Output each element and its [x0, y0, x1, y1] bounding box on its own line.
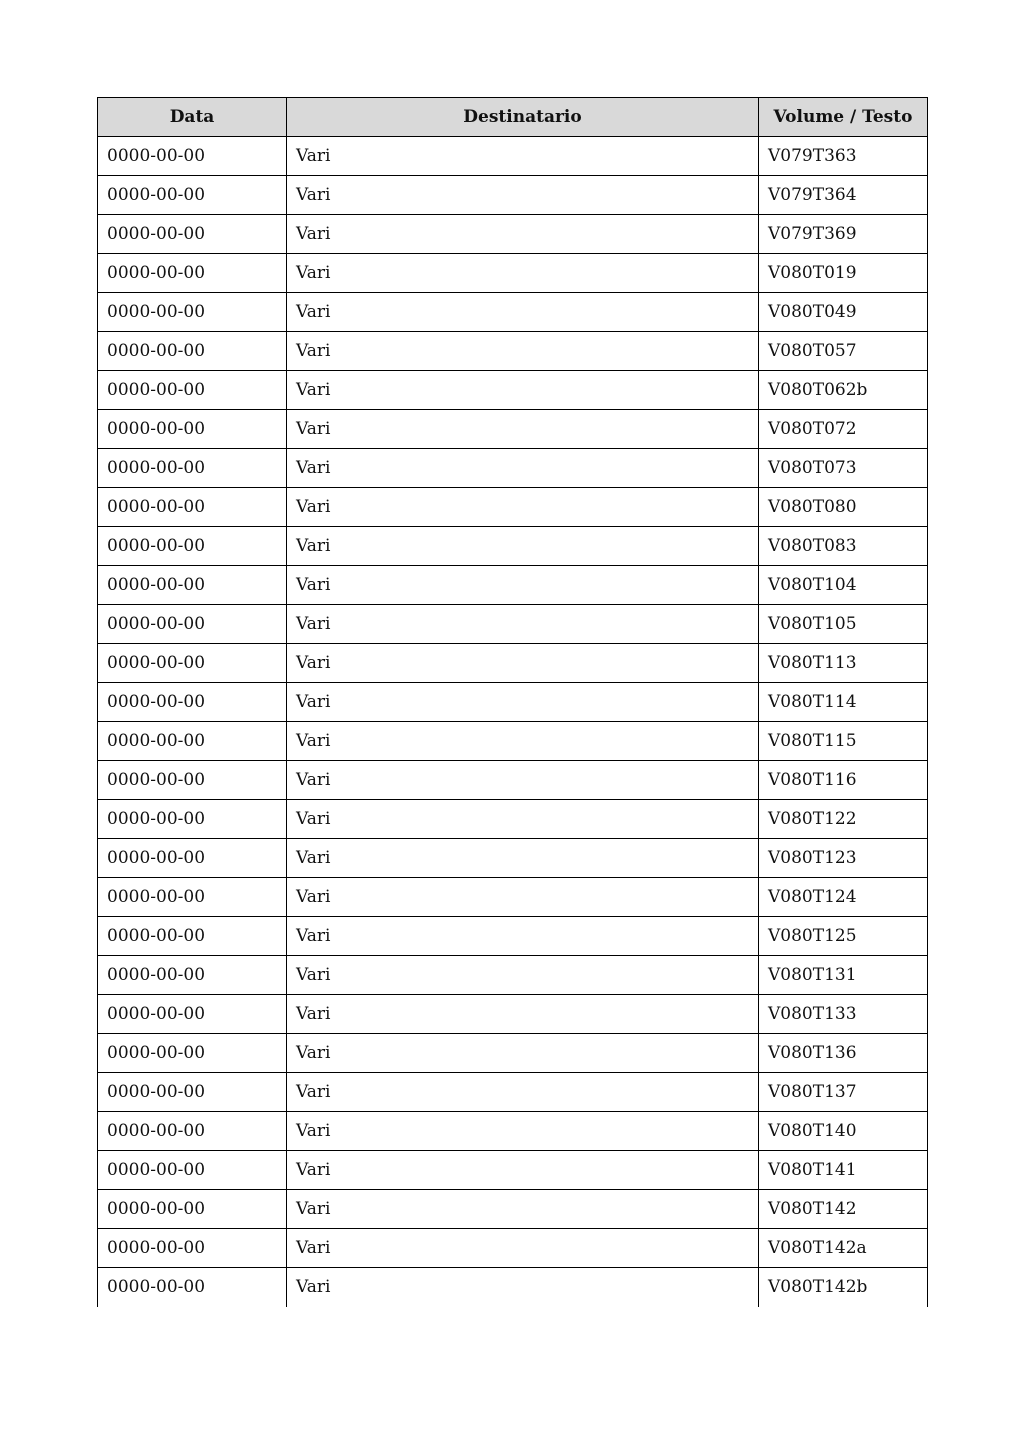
table-row — [98, 254, 928, 293]
cell-recipient: Vari — [287, 839, 759, 878]
cell-volume-text: V080T142b — [759, 1268, 928, 1307]
cell-volume-text: V080T049 — [759, 293, 928, 332]
cell-recipient: Vari — [287, 566, 759, 605]
cell-recipient: Vari — [287, 722, 759, 761]
cell-recipient: Vari — [287, 605, 759, 644]
cell-date: 0000-00-00 — [98, 1034, 287, 1073]
table-row — [98, 995, 928, 1034]
cell-recipient: Vari — [287, 761, 759, 800]
cell-volume-text: V080T113 — [759, 644, 928, 683]
table-row — [98, 761, 928, 800]
cell-volume-text: V080T083 — [759, 527, 928, 566]
cell-recipient: Vari — [287, 1229, 759, 1268]
cell-date: 0000-00-00 — [98, 449, 287, 488]
table-row — [98, 644, 928, 683]
cell-recipient: Vari — [287, 137, 759, 176]
cell-date: 0000-00-00 — [98, 878, 287, 917]
cell-date: 0000-00-00 — [98, 254, 287, 293]
cell-volume-text: V080T142a — [759, 1229, 928, 1268]
cell-recipient: Vari — [287, 332, 759, 371]
cell-volume-text: V080T019 — [759, 254, 928, 293]
cell-date: 0000-00-00 — [98, 137, 287, 176]
table-row — [98, 410, 928, 449]
cell-date: 0000-00-00 — [98, 293, 287, 332]
cell-date: 0000-00-00 — [98, 683, 287, 722]
table-body — [98, 137, 928, 1307]
cell-volume-text: V080T125 — [759, 917, 928, 956]
cell-date: 0000-00-00 — [98, 410, 287, 449]
cell-volume-text: V080T140 — [759, 1112, 928, 1151]
cell-date: 0000-00-00 — [98, 839, 287, 878]
cell-volume-text: V080T072 — [759, 410, 928, 449]
cell-volume-text: V080T116 — [759, 761, 928, 800]
cell-date: 0000-00-00 — [98, 605, 287, 644]
cell-date: 0000-00-00 — [98, 1151, 287, 1190]
cell-recipient: Vari — [287, 917, 759, 956]
cell-recipient: Vari — [287, 956, 759, 995]
cell-volume-text: V080T073 — [759, 449, 928, 488]
cell-recipient: Vari — [287, 1190, 759, 1229]
table-header — [98, 98, 928, 137]
table-row — [98, 1268, 928, 1307]
cell-recipient: Vari — [287, 800, 759, 839]
cell-recipient: Vari — [287, 410, 759, 449]
cell-recipient: Vari — [287, 1112, 759, 1151]
cell-date: 0000-00-00 — [98, 1112, 287, 1151]
cell-volume-text: V079T363 — [759, 137, 928, 176]
header-row — [98, 98, 928, 137]
cell-recipient: Vari — [287, 1151, 759, 1190]
column-header-destinatario: Destinatario — [287, 98, 759, 137]
cell-volume-text: V080T122 — [759, 800, 928, 839]
table-row — [98, 956, 928, 995]
document-page — [97, 97, 927, 1307]
cell-volume-text: V080T136 — [759, 1034, 928, 1073]
cell-volume-text: V080T115 — [759, 722, 928, 761]
cell-volume-text: V080T114 — [759, 683, 928, 722]
table-row — [98, 917, 928, 956]
cell-date: 0000-00-00 — [98, 332, 287, 371]
cell-recipient: Vari — [287, 293, 759, 332]
cell-recipient: Vari — [287, 527, 759, 566]
cell-date: 0000-00-00 — [98, 1229, 287, 1268]
table-row — [98, 488, 928, 527]
cell-date: 0000-00-00 — [98, 488, 287, 527]
table-row — [98, 722, 928, 761]
cell-recipient: Vari — [287, 449, 759, 488]
cell-recipient: Vari — [287, 644, 759, 683]
cell-volume-text: V080T123 — [759, 839, 928, 878]
table-row — [98, 332, 928, 371]
cell-recipient: Vari — [287, 683, 759, 722]
table-row — [98, 878, 928, 917]
table-row — [98, 605, 928, 644]
cell-recipient: Vari — [287, 176, 759, 215]
table-row — [98, 137, 928, 176]
table-row — [98, 1151, 928, 1190]
cell-recipient: Vari — [287, 878, 759, 917]
cell-volume-text: V079T364 — [759, 176, 928, 215]
table-row — [98, 1073, 928, 1112]
table-row — [98, 371, 928, 410]
letters-table — [97, 97, 928, 1307]
cell-date: 0000-00-00 — [98, 566, 287, 605]
cell-date: 0000-00-00 — [98, 995, 287, 1034]
cell-date: 0000-00-00 — [98, 917, 287, 956]
cell-volume-text: V080T142 — [759, 1190, 928, 1229]
cell-volume-text: V080T133 — [759, 995, 928, 1034]
table-row — [98, 1190, 928, 1229]
cell-date: 0000-00-00 — [98, 800, 287, 839]
table-row — [98, 527, 928, 566]
cell-recipient: Vari — [287, 215, 759, 254]
table-row — [98, 176, 928, 215]
table-row — [98, 683, 928, 722]
cell-volume-text: V080T057 — [759, 332, 928, 371]
table-row — [98, 215, 928, 254]
cell-date: 0000-00-00 — [98, 176, 287, 215]
cell-date: 0000-00-00 — [98, 371, 287, 410]
cell-recipient: Vari — [287, 488, 759, 527]
cell-volume-text: V080T141 — [759, 1151, 928, 1190]
cell-date: 0000-00-00 — [98, 956, 287, 995]
cell-volume-text: V080T131 — [759, 956, 928, 995]
cell-date: 0000-00-00 — [98, 1190, 287, 1229]
table-row — [98, 449, 928, 488]
table-row — [98, 293, 928, 332]
column-header-data: Data — [98, 98, 287, 137]
table-row — [98, 566, 928, 605]
cell-volume-text: V080T062b — [759, 371, 928, 410]
table-row — [98, 1229, 928, 1268]
cell-recipient: Vari — [287, 371, 759, 410]
table-row — [98, 800, 928, 839]
cell-date: 0000-00-00 — [98, 644, 287, 683]
cell-recipient: Vari — [287, 1268, 759, 1307]
cell-date: 0000-00-00 — [98, 527, 287, 566]
cell-recipient: Vari — [287, 995, 759, 1034]
cell-volume-text: V080T104 — [759, 566, 928, 605]
cell-volume-text: V080T124 — [759, 878, 928, 917]
cell-date: 0000-00-00 — [98, 1268, 287, 1307]
table-row — [98, 839, 928, 878]
cell-date: 0000-00-00 — [98, 1073, 287, 1112]
cell-date: 0000-00-00 — [98, 722, 287, 761]
column-header-volume-testo: Volume / Testo — [759, 98, 928, 137]
cell-volume-text: V080T137 — [759, 1073, 928, 1112]
table-row — [98, 1112, 928, 1151]
cell-volume-text: V080T105 — [759, 605, 928, 644]
table-row — [98, 1034, 928, 1073]
cell-recipient: Vari — [287, 254, 759, 293]
cell-date: 0000-00-00 — [98, 215, 287, 254]
cell-date: 0000-00-00 — [98, 761, 287, 800]
cell-recipient: Vari — [287, 1073, 759, 1112]
cell-volume-text: V080T080 — [759, 488, 928, 527]
cell-volume-text: V079T369 — [759, 215, 928, 254]
cell-recipient: Vari — [287, 1034, 759, 1073]
